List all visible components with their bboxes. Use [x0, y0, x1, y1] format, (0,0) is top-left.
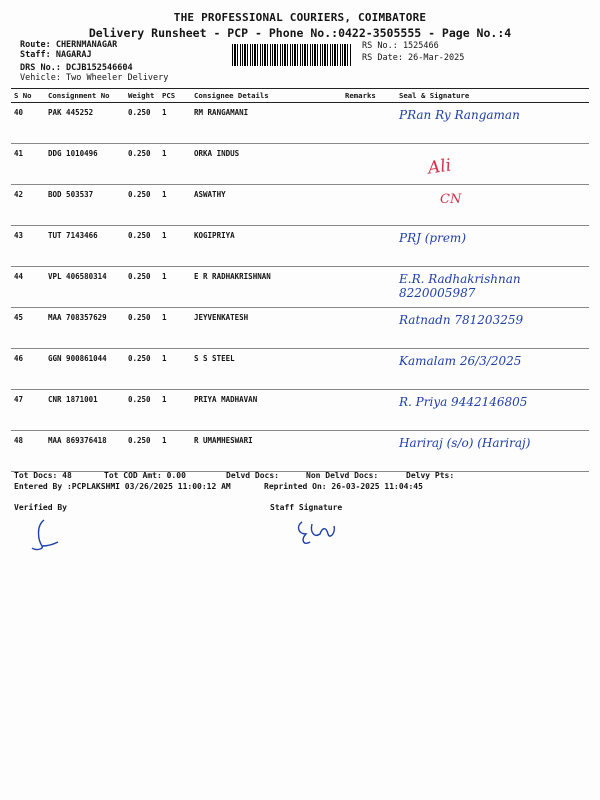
delvd-docs: Delvd Docs: — [226, 471, 279, 480]
table-row — [11, 349, 589, 390]
row-consignment-no: MAA 869376418 — [45, 431, 125, 472]
row-remarks — [342, 390, 396, 431]
row-consignment-no: GGN 900861044 — [45, 349, 125, 390]
staff-signature-mark — [292, 512, 352, 552]
col-sno: S No — [11, 89, 45, 103]
row-pcs: 1 — [159, 185, 191, 226]
row-pcs: 1 — [159, 349, 191, 390]
row-sno: 42 — [11, 185, 45, 226]
row-remarks — [342, 185, 396, 226]
row-consignment-no: VPL 406580314 — [45, 267, 125, 308]
vehicle-label: Vehicle: Two Wheeler Delivery — [20, 73, 169, 83]
row-consignment-no: PAK 445252 — [45, 103, 125, 144]
stamp-cn: CN — [440, 192, 462, 207]
company-title: THE PROFESSIONAL COURIERS, COIMBATORE — [173, 11, 427, 24]
row-consignee: E R RADHAKRISHNAN — [191, 267, 342, 308]
row-consignment-no: TUT 7143466 — [45, 226, 125, 267]
row-consignee: ORKA INDUS — [191, 144, 342, 185]
table-row — [11, 185, 589, 226]
row-sno: 46 — [11, 349, 45, 390]
row-signature: E.R. Radhakrishnan 8220005987 — [396, 267, 589, 308]
row-signature: PRan Ry Rangaman — [396, 103, 589, 144]
tot-docs: Tot Docs: 48 — [14, 471, 72, 480]
barcode — [232, 44, 352, 66]
row-sno: 48 — [11, 431, 45, 472]
drs-label: DRS No.: DCJB152546604 — [20, 63, 133, 73]
rs-no: RS No.: 1525466 — [362, 41, 439, 51]
row-consignment-no: CNR 1871001 — [45, 390, 125, 431]
row-consignment-no: BOD 503537 — [45, 185, 125, 226]
table-header-row — [11, 89, 589, 103]
row-pcs: 1 — [159, 431, 191, 472]
row-sno: 43 — [11, 226, 45, 267]
row-signature: Ratnadn 781203259 — [396, 308, 589, 349]
table-row — [11, 144, 589, 185]
col-seal-signature: Seal & Signature — [396, 89, 589, 103]
row-signature — [396, 144, 589, 185]
row-signature: Kamalam 26/3/2025 — [396, 349, 589, 390]
row-pcs: 1 — [159, 267, 191, 308]
rs-date: RS Date: 26-Mar-2025 — [362, 53, 465, 63]
route-label: Route: CHERNMANAGAR — [20, 40, 118, 50]
row-signature: Hariraj (s/o) (Hariraj) — [396, 431, 589, 472]
row-remarks — [342, 267, 396, 308]
staff-signature-label: Staff Signature — [270, 503, 343, 512]
row-sno: 44 — [11, 267, 45, 308]
row-consignee: RM RANGAMANI — [191, 103, 342, 144]
row-weight: 0.250 — [125, 226, 159, 267]
runsheet-table — [11, 88, 589, 472]
row-pcs: 1 — [159, 226, 191, 267]
non-delvd-docs: Non Delvd Docs: — [306, 471, 379, 480]
staff-label: Staff: NAGARAJ — [20, 50, 92, 60]
row-sno: 41 — [11, 144, 45, 185]
row-weight: 0.250 — [125, 185, 159, 226]
table-row — [11, 267, 589, 308]
row-consignee: R UMAMHESWARI — [191, 431, 342, 472]
row-pcs: 1 — [159, 390, 191, 431]
row-consignee: JEYVENKATESH — [191, 308, 342, 349]
tot-cod: Tot COD Amt: 0.00 — [104, 471, 186, 480]
entered-by: Entered By :PCPLAKSHMI 03/26/2025 11:00:12 AM — [14, 482, 231, 491]
row-signature — [396, 185, 589, 226]
row-pcs: 1 — [159, 308, 191, 349]
row-weight: 0.250 — [125, 308, 159, 349]
row-weight: 0.250 — [125, 349, 159, 390]
table-row — [11, 103, 589, 144]
row-consignee: ASWATHY — [191, 185, 342, 226]
row-remarks — [342, 103, 396, 144]
row-consignment-no: DDG 1010496 — [45, 144, 125, 185]
delvy-pts: Delvy Pts: — [406, 471, 455, 480]
table-row — [11, 431, 589, 472]
row-weight: 0.250 — [125, 144, 159, 185]
row-weight: 0.250 — [125, 267, 159, 308]
stamp-ali: Ali — [426, 155, 453, 179]
row-signature: R. Priya 9442146805 — [396, 390, 589, 431]
row-pcs: 1 — [159, 144, 191, 185]
row-consignee: KOGIPRIYA — [191, 226, 342, 267]
row-sno: 40 — [11, 103, 45, 144]
reprinted-on: Reprinted On: 26-03-2025 11:04:45 — [264, 482, 423, 491]
col-consignment: Consignment No — [45, 89, 125, 103]
verified-by-label: Verified By — [14, 503, 67, 512]
row-signature: PRJ (prem) — [396, 226, 589, 267]
row-pcs: 1 — [159, 103, 191, 144]
row-consignment-no: MAA 708357629 — [45, 308, 125, 349]
col-remarks: Remarks — [342, 89, 396, 103]
row-sno: 45 — [11, 308, 45, 349]
runsheet-subtitle: Delivery Runsheet - PCP - Phone No.:0422-3505555 - Page No.:4 — [88, 26, 512, 40]
col-pcs: PCS — [159, 89, 191, 103]
row-weight: 0.250 — [125, 103, 159, 144]
row-remarks — [342, 226, 396, 267]
col-consignee: Consignee Details — [191, 89, 342, 103]
row-weight: 0.250 — [125, 390, 159, 431]
row-consignee: S S STEEL — [191, 349, 342, 390]
row-weight: 0.250 — [125, 431, 159, 472]
table-row — [11, 226, 589, 267]
col-weight: Weight — [125, 89, 159, 103]
row-remarks — [342, 144, 396, 185]
row-remarks — [342, 308, 396, 349]
row-remarks — [342, 349, 396, 390]
row-consignee: PRIYA MADHAVAN — [191, 390, 342, 431]
verified-signature-mark — [26, 516, 66, 556]
row-remarks — [342, 431, 396, 472]
row-sno: 47 — [11, 390, 45, 431]
table-row — [11, 390, 589, 431]
table-row — [11, 308, 589, 349]
